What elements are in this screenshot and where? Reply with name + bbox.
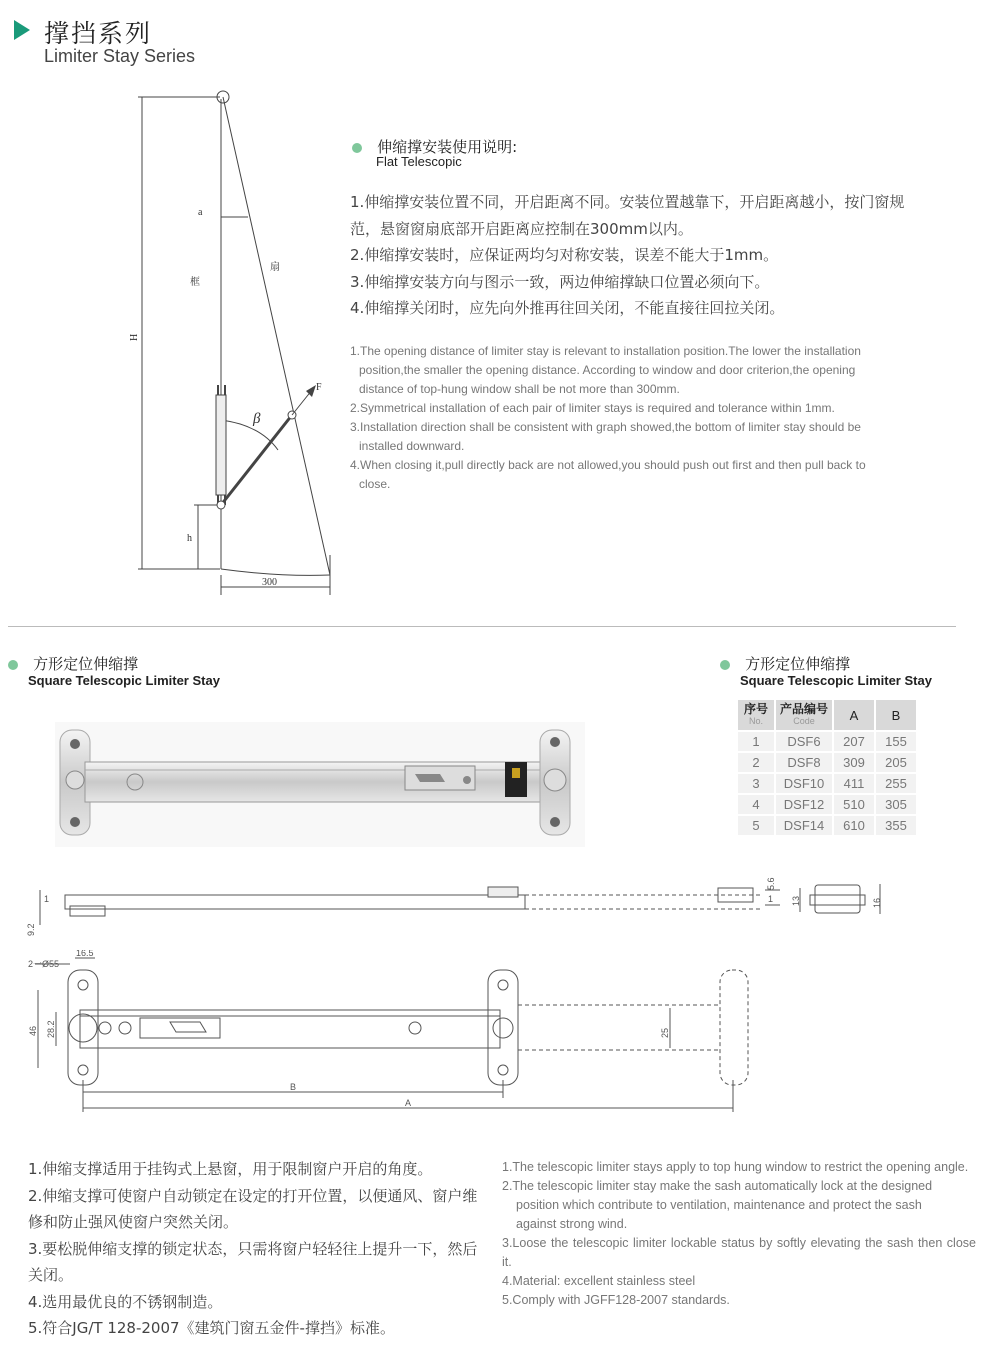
list-item: 4.选用最优良的不锈钢制造。 — [28, 1292, 223, 1311]
list-item: 4.When closing it,pull directly back are not allowed,you should push out first and then pull back to — [350, 458, 866, 472]
spec-table — [736, 698, 918, 837]
stay-arm — [221, 415, 292, 505]
bottom-notes-en — [502, 1158, 976, 1310]
square-left-title-en: Square Telescopic Limiter Stay — [28, 673, 220, 688]
dim-label: 46 — [28, 1025, 38, 1036]
dim-label: 2一Ø55 — [28, 959, 60, 969]
list-item: 1.伸缩支撑适用于挂钩式上悬窗，用于限制窗户开启的角度。 — [28, 1160, 433, 1178]
square-right-title-en: Square Telescopic Limiter Stay — [740, 673, 932, 688]
dim-label: 13 — [791, 895, 801, 906]
label-300: 300 — [262, 577, 277, 588]
list-item: 2.伸缩支撑可使窗户自动锁定在设定的打开位置，以便通风、窗户维 — [28, 1186, 478, 1205]
list-item: 1.伸缩撑安装位置不同，开启距离不同。安装位置越靠下，开启距离越小，按门窗规 — [350, 193, 905, 211]
dim-label: A — [405, 1098, 412, 1108]
flat-notes-en — [350, 342, 930, 494]
bottom-notes-zh — [28, 1156, 498, 1342]
dim-label: 16 — [872, 897, 882, 908]
list-item: 2.The telescopic limiter stay make the sash automatically lock at the designed — [502, 1179, 933, 1193]
list-item: position,the smaller the opening distance. According to window and door criterion,the opening — [359, 363, 856, 377]
list-item: 修和防止强风使窗户突然关闭。 — [28, 1213, 239, 1231]
bullet-dot-icon — [8, 660, 18, 670]
installation-diagram — [120, 85, 340, 605]
list-item: 3.伸缩撑安装方向与图示一致，两边伸缩撑缺口位置必须向下。 — [350, 272, 770, 291]
list-item: 1.The telescopic limiter stays apply to top hung window to restrict the opening angle. — [502, 1160, 969, 1174]
flat-title-en: Flat Telescopic — [376, 154, 462, 169]
list-item: 1.The opening distance of limiter stay is relevant to installation position.The lower the installation — [350, 344, 861, 358]
list-item: 2.伸缩撑安装时，应保证两均匀对称安装，误差不能大于1mm。 — [350, 246, 779, 264]
table-row: 2 DSF8 309 205 — [738, 753, 916, 772]
play-arrow-icon — [14, 20, 30, 40]
square-right-heading — [720, 653, 850, 674]
page-title: 撑挡系列 — [44, 19, 153, 48]
th-b: B — [876, 700, 916, 730]
table-row: 4 DSF12 510 305 — [738, 795, 916, 814]
product-photo — [55, 722, 585, 847]
table-row: 1 DSF6 207 155 — [738, 732, 916, 751]
list-item: 范，悬窗窗扇底部开启距离应控制在300mm以内。 — [350, 219, 693, 238]
label-F: F — [316, 382, 322, 393]
list-item: 5.Comply with JGFF128-2007 standards. — [502, 1293, 730, 1307]
label-beta: β — [253, 411, 261, 427]
list-item: position which contribute to ventilation, maintenance and protect the sash — [516, 1198, 922, 1212]
list-item: against strong wind. — [516, 1217, 628, 1231]
list-item: 5.符合JG/T 128-2007《建筑门窗五金件-撑挡》标准。 — [28, 1319, 395, 1337]
list-item: 3.Installation direction shall be consistent with graph showed,the bottom of limiter stay should be — [350, 420, 861, 434]
dim-label: 9.2 — [26, 923, 36, 936]
side-view-drawing — [20, 870, 900, 940]
dim-label: 28.2 — [46, 1020, 56, 1038]
square-left-heading — [8, 653, 138, 674]
th-no: 序号 No. — [738, 700, 774, 730]
list-item: 4.Material: excellent stainless steel — [502, 1274, 696, 1288]
flat-title-zh: 伸缩撑安装使用说明: — [377, 138, 518, 156]
top-view-drawing — [20, 950, 760, 1115]
dim-label: 25 — [660, 1027, 670, 1038]
dim-label: 5.6 — [766, 877, 776, 890]
label-a: a — [198, 207, 203, 218]
list-item: installed downward. — [359, 439, 465, 453]
dim-label: 1 — [44, 894, 50, 904]
list-item: close. — [359, 477, 391, 491]
square-left-title-zh: 方形定位伸缩撑 — [33, 655, 139, 673]
label-H: H — [129, 333, 140, 341]
list-item: 3.Loose the telescopic limiter lockable status by softly elevating the sash then close it. — [502, 1236, 976, 1269]
label-frame: 框 — [190, 277, 200, 288]
dim-label: B — [290, 1082, 297, 1092]
list-item: 4.伸缩撑关闭时，应先向外推再往回关闭，不能直接往回拉关闭。 — [350, 299, 785, 317]
sash-line — [223, 97, 330, 575]
table-row: 3 DSF10 411 255 — [738, 774, 916, 793]
list-item: 3.要松脱伸缩支撑的锁定状态，只需将窗户轻轻往上提升一下，然后 — [28, 1239, 478, 1258]
square-right-title-zh: 方形定位伸缩撑 — [745, 655, 851, 673]
section-divider — [8, 626, 956, 627]
dim-label: 1 — [768, 894, 774, 904]
dim-label: 16.5 — [76, 950, 94, 958]
label-h: h — [187, 533, 192, 544]
list-item: 关闭。 — [28, 1266, 74, 1284]
bullet-dot-icon — [352, 143, 362, 153]
label-sash: 扇 — [270, 262, 280, 273]
th-a: A — [834, 700, 874, 730]
list-item: distance of top-hung window shall be not more than 300mm. — [359, 382, 680, 396]
bullet-dot-icon — [720, 660, 730, 670]
th-code: 产品编号 Code — [776, 700, 832, 730]
page-subtitle: Limiter Stay Series — [44, 46, 196, 66]
table-row: 5 DSF14 610 355 — [738, 816, 916, 835]
list-item: 2.Symmetrical installation of each pair of limiter stays is required and tolerance within 1mm. — [350, 401, 835, 415]
flat-notes-zh — [350, 189, 930, 322]
